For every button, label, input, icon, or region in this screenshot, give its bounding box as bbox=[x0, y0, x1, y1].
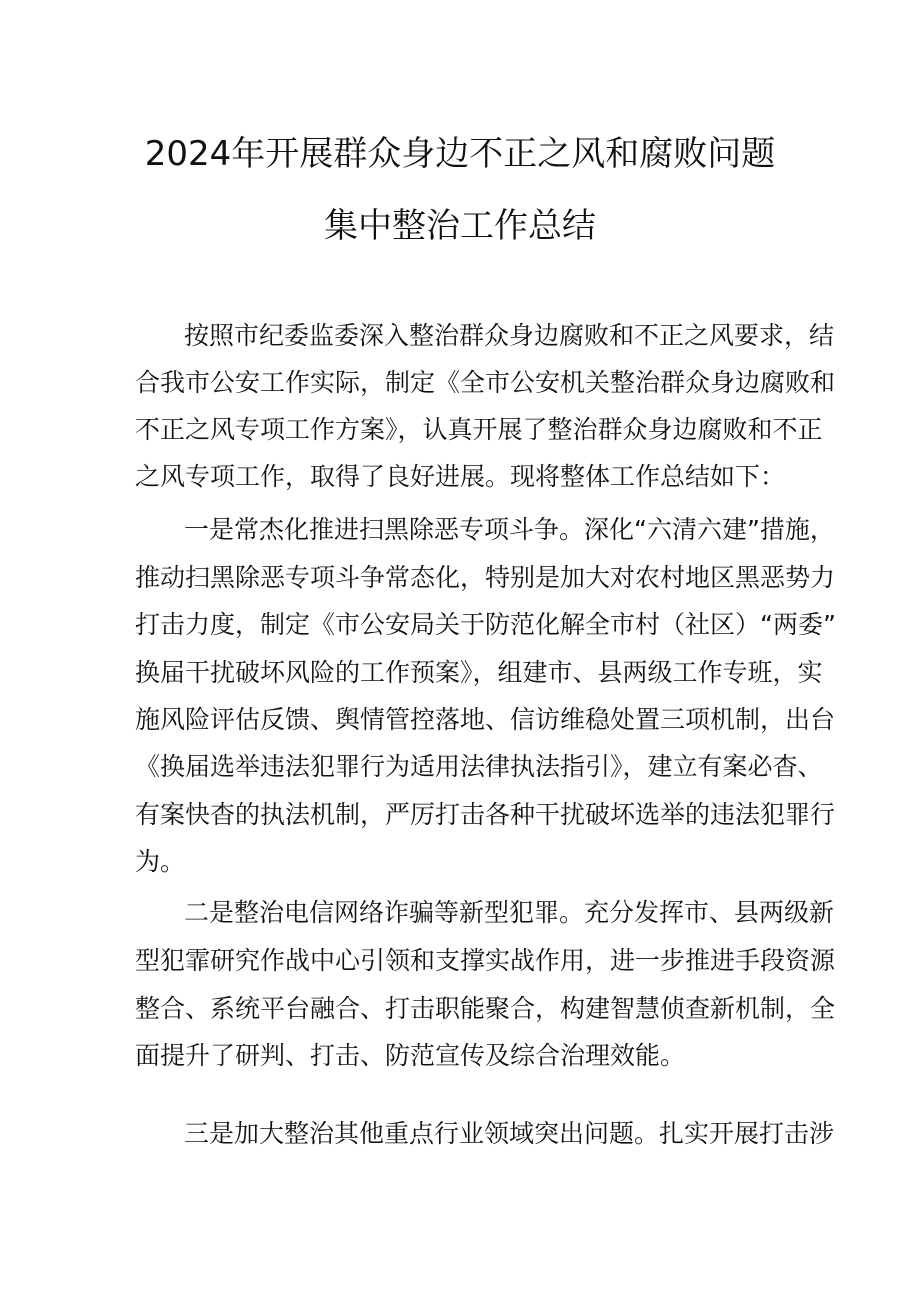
paragraph-3-line-1: 二是整治电信网络诈骗等新型犯罪。充分发挥市、县两级新 bbox=[184, 898, 835, 927]
paragraph-2-line-4: 换届干扰破坏风险的工作预案》，组建市、县两级工作专班，实 bbox=[135, 658, 823, 687]
paragraph-1-line-4: 之风专项工作，取得了良好进展。现将整体工作总结如下： bbox=[135, 462, 786, 491]
paragraph-2-line-8: 为。 bbox=[135, 847, 186, 876]
paragraph-2-line-2: 推动扫黑除恶专项斗争常态化，特别是加大对农村地区黑恶势力 bbox=[135, 563, 836, 592]
paragraph-1-line-3: 不正之风专项工作方案》，认真开展了整治群众身边腐败和不正 bbox=[135, 415, 823, 444]
document-title-line-2: 集中整治工作总结 bbox=[324, 206, 596, 246]
paragraph-4-line-1: 三是加大整治其他重点行业领域突出问题。扎实开展打击涉 bbox=[184, 1119, 835, 1148]
paragraph-2-line-5: 施风险评估反馈、舆情管控落地、信访维稳处置三项机制，出台 bbox=[135, 705, 836, 734]
paragraph-3-line-2: 型犯霏研究作战中心引领和支撑实战作用，进一步推进手段资源 bbox=[135, 946, 836, 975]
paragraph-1-line-2: 合我市公安工作实际，制定《全市公安机关整治群众身边腐败和 bbox=[135, 368, 836, 397]
paragraph-2-line-1: 一是常杰化推进扫黑除恶专项斗争。深化“六清六建”措施， bbox=[184, 515, 835, 544]
paragraph-2-line-3: 打击力度，制定《市公安局关于防范化解全市村（社区）“两委” bbox=[135, 610, 836, 639]
paragraph-2-line-6: 《换届选举违法犯罪行为适用法律执法指引》，建立有案必杳、 bbox=[135, 752, 823, 781]
paragraph-3-line-3: 整合、系统平台融合、打击职能聚合，构建智慧侦查新机制，全 bbox=[135, 994, 836, 1023]
paragraph-1-line-1: 按照市纪委监委深入整治群众身边腐败和不正之风要求，结 bbox=[184, 321, 835, 350]
document-title-line-1: 2024年开展群众身边不正之风和腐败问题 bbox=[144, 134, 776, 174]
paragraph-2-line-7: 有案快杳的执法机制，严厉打击各种干扰破坏选举的违法犯罪行 bbox=[135, 800, 836, 829]
paragraph-3-line-4: 面提升了研判、打击、防范宣传及综合治理效能。 bbox=[135, 1041, 686, 1070]
